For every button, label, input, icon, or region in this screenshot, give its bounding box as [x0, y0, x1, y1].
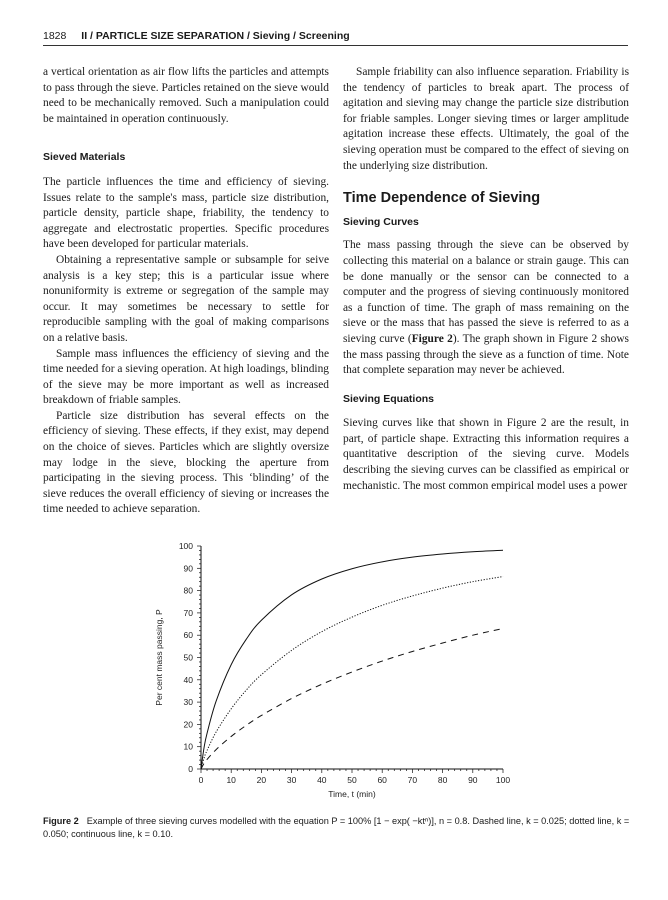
- x-tick-label: 20: [256, 775, 267, 785]
- y-tick-label: 80: [183, 585, 193, 596]
- series-line-dashed: [201, 629, 503, 769]
- paragraph: a vertical orientation as air flow lifts the particles and attempts to pass through the sieve. Particles retained on the sieve would need to be mechanically removed. Such a manipulation could be maintained in operation continuously.: [43, 66, 329, 125]
- paragraph: Obtaining a representative sample or subsample for seive analysis is a key step; this is a particular issue where nonuniformity is extreme or segregation of the sample may occur. It may sometimes be necessary to settle for reproducible sampling with the goal of making comparisons on a relative basis.: [43, 253, 329, 344]
- y-tick-label: 90: [183, 563, 193, 574]
- y-tick-label: 50: [183, 652, 193, 663]
- y-tick-label: 60: [183, 630, 193, 641]
- running-title: II / PARTICLE SIZE SEPARATION / Sieving / Screening: [81, 30, 350, 42]
- x-tick-label: 90: [468, 775, 478, 785]
- series-line-solid: [201, 550, 503, 769]
- heading-sieving-curves: Sieving Curves: [343, 215, 419, 228]
- paragraph-text: ). The graph shown in Figure 2 shows the mass passing through the sieve as a function of time. Note that complete separation may never be achieved.: [343, 332, 629, 377]
- x-tick-label: 70: [407, 775, 418, 785]
- y-axis-label: Per cent mass passing, P: [154, 609, 164, 706]
- figure-caption: [43, 815, 633, 841]
- y-tick-label: 30: [183, 697, 193, 708]
- x-tick-label: 40: [317, 775, 327, 785]
- y-tick-label: 20: [183, 719, 193, 730]
- y-tick-label: 0: [188, 764, 193, 774]
- paragraph: Sieving curves like that shown in Figure 2 are the result, in part, of particle shape. Extracting this information requires a quantitative description of the sieving curve. Models describing the sieving curves can be classified as empirical or mechanistic. The most common empirical model uses a power: [343, 417, 629, 492]
- figure-2-chart: [150, 535, 530, 810]
- page-number: 1828: [43, 30, 67, 42]
- section-title: Time Dependence of Sieving: [343, 190, 541, 207]
- paragraph-text: The mass passing through the sieve can be observed by collecting this material on a balance or strain gauge. This can be done manually or the sensor can be connected to a computer and the progress of sieving continuously monitored as a function of time. The graph of mass remaining on the sieve or the mass that has passed the sieve is referred to as a sieving curve (: [343, 239, 629, 345]
- x-tick-label: 50: [347, 775, 357, 785]
- x-tick-label: 30: [286, 775, 297, 785]
- running-header: [43, 30, 628, 46]
- x-tick-label: 0: [198, 775, 204, 785]
- x-tick-label: 80: [437, 775, 448, 785]
- series-line-dotted: [201, 577, 503, 769]
- figure-reference-link[interactable]: Figure 2: [411, 332, 453, 345]
- chart-svg: [150, 535, 530, 810]
- y-tick-label: 40: [183, 674, 193, 685]
- paragraph: Sample mass influences the efficiency of sieving and the time needed for a sieving operation. At high loadings, blinding of the sieve may be more important as well as increased breakdown of friable samples.: [43, 347, 329, 407]
- x-tick-label: 10: [226, 775, 236, 785]
- caption-text: Example of three sieving curves modelled with the equation P = 100% [1 − exp( −ktⁿ)], n = 0.8. Dashed line, k = 0.025; dotted line, k = 0.050; continuous line, k = 0.10.: [43, 816, 630, 839]
- y-tick-label: 100: [178, 541, 193, 551]
- paragraph: Sample friability can also influence separation. Friability is the tendency of particles to break apart. The process of agitation and sieving may change the particle size distribution for friable samples. Longer sieving times or larger amplitude agitation increase these effects. Ultimately, the goal of the sieving operation must be compared to the effect of sieving on the underlying size distribution.: [343, 66, 629, 172]
- left-column: [43, 65, 329, 518]
- paragraph: The particle influences the time and efficiency of sieving. Issues relate to the sample's mass, particle size distribution, particle density, particle shape, friability, the tendency to aggregate and electrostatic properties. Specific procedures have been developed for particular materials.: [43, 175, 329, 251]
- heading-sieved-materials: Sieved Materials: [43, 151, 126, 164]
- right-column: [343, 65, 629, 494]
- x-tick-label: 60: [377, 775, 387, 785]
- x-tick-label: 100: [495, 775, 511, 785]
- heading-sieving-equations: Sieving Equations: [343, 392, 435, 405]
- paragraph: [343, 238, 629, 378]
- y-tick-label: 10: [183, 741, 193, 752]
- y-tick-label: 70: [183, 607, 193, 618]
- paragraph: Particle size distribution has several effects on the efficiency of sieving. These effects, if they exist, may depend on the choice of sieves. Particles which are slightly oversize may lodge in the sieve, blocking the aperture from participating in the sieving process. This ‘blinding’ of the sieve reduces the overall efficiency of sieving or increases the time needed to achieve separation.: [43, 409, 329, 516]
- figure-label: Figure 2: [43, 816, 79, 826]
- x-axis-label: Time, t (min): [328, 789, 376, 799]
